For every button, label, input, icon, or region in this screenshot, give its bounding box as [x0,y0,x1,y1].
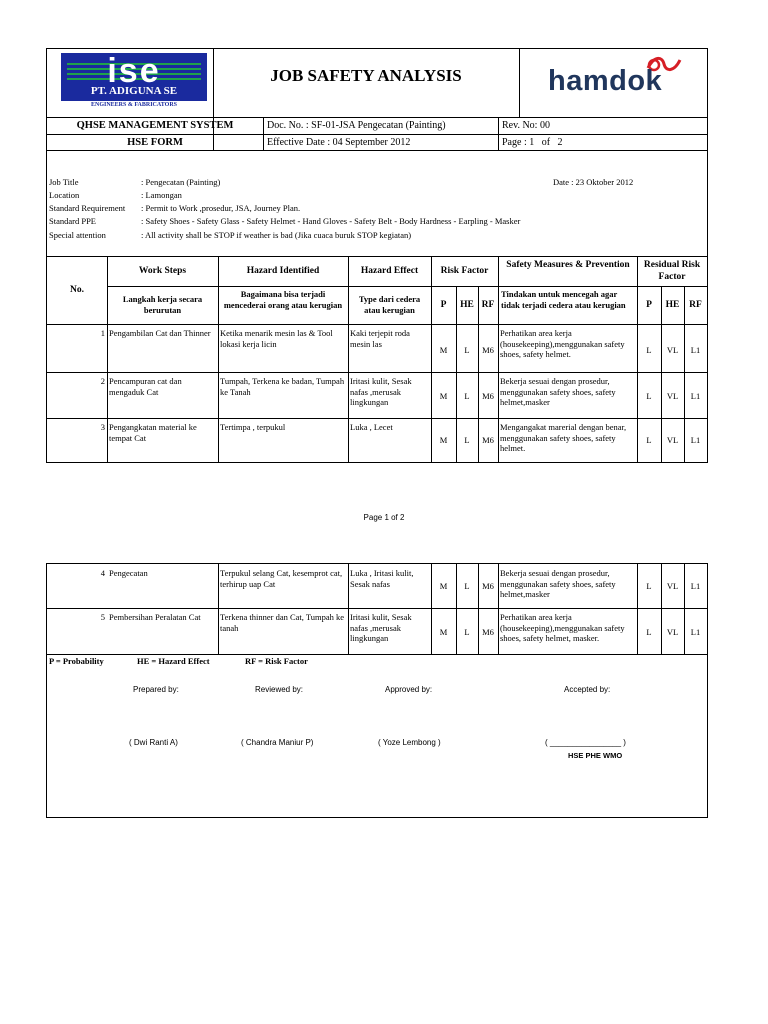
row-no: 5 [100,612,105,622]
row-p: M [439,391,448,401]
row-effect: Luka , Lecet [350,422,393,432]
row-safety: Bekerja sesuai dengan prosedur, menggunakan safety shoes, safety helmet,masker [500,376,616,407]
standard-requirement-label: Standard Requirement [49,203,126,213]
row-rf: M6 [482,391,494,401]
col-work-steps-sub: Langkah kerja secara berurutan [122,294,203,315]
legend-hazard-effect: HE = Hazard Effect [137,656,210,666]
form-label: HSE FORM [127,137,183,148]
row-rf: M6 [482,345,494,355]
col-work-steps-header: Work Steps [138,266,187,276]
legend-risk-factor: RF = Risk Factor [245,656,308,666]
col-residual-rf: RF [689,300,702,310]
row-residual-he: VL [666,435,679,445]
row-step: Pencampuran cat dan mengaduk Cat [109,376,182,397]
row-safety: Mengangakat marerial dengan benar, menggunakan safety shoes, safety helmet. [500,422,627,453]
col-hazard-sub: Bagaimana bisa terjadi mencederai orang atau kerugian [223,289,343,310]
accepted-by-name: ( ________________ ) [545,738,626,747]
row-step: Pengangkatan material ke tempat Cat [109,422,197,443]
prepared-by-label: Prepared by: [133,685,179,694]
row-residual-p: L [646,627,652,637]
col-risk-p: P [440,300,447,310]
col-safety-sub: Tindakan untuk mencegah agar tidak terjadi cedera atau kerugian [501,289,626,310]
jsa-form-page-2 [46,563,708,818]
row-residual-he: VL [666,345,679,355]
col-risk-he: HE [460,300,474,310]
col-residual-header: Residual Risk Factor [643,260,701,282]
page-title: JOB SAFETY ANALYSIS [270,66,462,85]
standard-requirement-value: : Permit to Work ,prosedur, JSA, Journey Plan. [141,203,301,213]
row-hazard: Ketika menarik mesin las & Tool lokasi kerja licin [220,328,333,349]
accepted-by-role: HSE PHE WMO [568,751,623,760]
page-number: Page : 1 of 2 [502,137,563,148]
row-residual-p: L [646,391,652,401]
accepted-by-label: Accepted by: [564,685,611,694]
row-residual-rf: L1 [690,627,701,637]
row-residual-rf: L1 [690,435,701,445]
row-hazard: Terpukul selang Cat, kesemprot cat, terhirup uap Cat [220,568,343,589]
revision-number: Rev. No: 00 [502,120,550,131]
legend-probability: P = Probability [49,656,104,666]
reviewed-by-label: Reviewed by: [255,685,304,694]
special-attention-value: : All activity shall be STOP if weather is bad (Jika cuaca buruk STOP kegiatan) [141,230,412,240]
row-effect: Iritasi kulit, Sesak nafas ,merusak lingkungan [350,612,412,643]
management-system-label: QHSE MANAGEMENT SYSTEM [76,120,234,131]
col-risk-rf: RF [481,300,495,310]
row-residual-rf: L1 [690,345,701,355]
row-step: Pengambilan Cat dan Thinner [109,328,211,338]
row-residual-p: L [646,581,652,591]
row-rf: M6 [482,435,494,445]
special-attention-label: Special attention [49,230,106,240]
prepared-by-name: ( Dwi Ranti A) [129,738,178,747]
ise-logo-icon [61,53,207,87]
row-residual-p: L [646,435,652,445]
row-p: M [439,627,448,637]
col-safety-header: Safety Measures & Prevention [506,260,630,270]
row-he: L [464,627,470,637]
col-residual-p: P [646,300,652,310]
row-p: M [439,345,448,355]
col-risk-header: Risk Factor [440,266,489,276]
row-no: 1 [100,328,105,338]
row-he: L [464,581,470,591]
row-he: L [464,391,470,401]
row-safety: Perhatikan area kerja (housekeeping),menggunakan safety shoes, safety helmet, masker. [500,612,625,643]
row-step: Pengecatan [109,568,148,578]
row-p: M [439,435,448,445]
client-logo [520,49,708,117]
effective-date: Effective Date : 04 September 2012 [267,137,411,148]
row-effect: Iritasi kulit, Sesak nafas ,merusak lingkungan [350,376,412,407]
row-step: Pembersihan Peralatan Cat [109,612,201,622]
col-hazard-header: Hazard Identified [246,266,320,276]
hamdok-wordmark: hamdok [548,65,663,97]
row-residual-p: L [646,345,652,355]
row-safety: Bekerja sesuai dengan prosedur, menggunakan safety shoes, safety helmet,masker [500,568,616,599]
company-logo [61,53,207,101]
row-residual-he: VL [666,581,679,591]
doc-number: Doc. No. : SF-01-JSA Pengecatan (Painting) [267,120,446,131]
row-no: 3 [100,422,105,432]
row-residual-rf: L1 [690,391,701,401]
col-residual-he: HE [665,300,680,310]
row-hazard: Tertimpa , terpukul [220,422,286,432]
location-value: : Lamongan [141,190,182,200]
jsa-form-page-1 [46,48,708,463]
row-residual-he: VL [666,391,679,401]
row-no: 4 [100,568,105,578]
job-title-value: : Pengecatan (Painting) [141,177,221,187]
row-effect: Kaki terjepit roda mesin las [350,328,410,349]
svg-text:ise: ise [107,53,161,87]
location-label: Location [49,190,80,200]
row-rf: M6 [482,581,494,591]
row-no: 2 [100,376,105,386]
standard-ppe-value: : Safety Shoes - Safety Glass - Safety Helmet - Hand Gloves - Safety Belt - Body Hardness - Earpling - Masker [141,216,521,226]
approved-by-name: ( Yoze Lembong ) [378,738,441,747]
row-residual-he: VL [666,627,679,637]
col-no-header: No. [70,285,84,295]
row-p: M [439,581,448,591]
job-title-label: Job Title [49,177,79,187]
company-tagline: ENGINEERS & FABRICATORS [61,102,207,109]
company-name: PT. ADIGUNA SE [90,85,178,97]
row-hazard: Terkena thinner dan Cat, Tumpah ke tanah [220,612,345,633]
row-he: L [464,435,470,445]
col-effect-header: Hazard Effect [360,266,419,276]
reviewed-by-name: ( Chandra Maniur P) [241,738,314,747]
col-effect-sub: Type dari cedera atau kerugian [358,294,421,315]
row-safety: Perhatikan area kerja (housekeeping),menggunakan safety shoes, safety helmet. [500,328,625,359]
approved-by-label: Approved by: [385,685,433,694]
row-rf: M6 [482,627,494,637]
row-residual-rf: L1 [690,581,701,591]
row-effect: Luka , Iritasi kulit, Sesak nafas [350,568,414,589]
page-footer: Page 1 of 2 [363,513,405,522]
standard-ppe-label: Standard PPE [49,216,96,226]
row-hazard: Tumpah, Terkena ke badan, Tumpah ke Tanah [220,376,345,397]
job-date: Date : 23 Oktober 2012 [553,177,634,187]
row-he: L [464,345,470,355]
